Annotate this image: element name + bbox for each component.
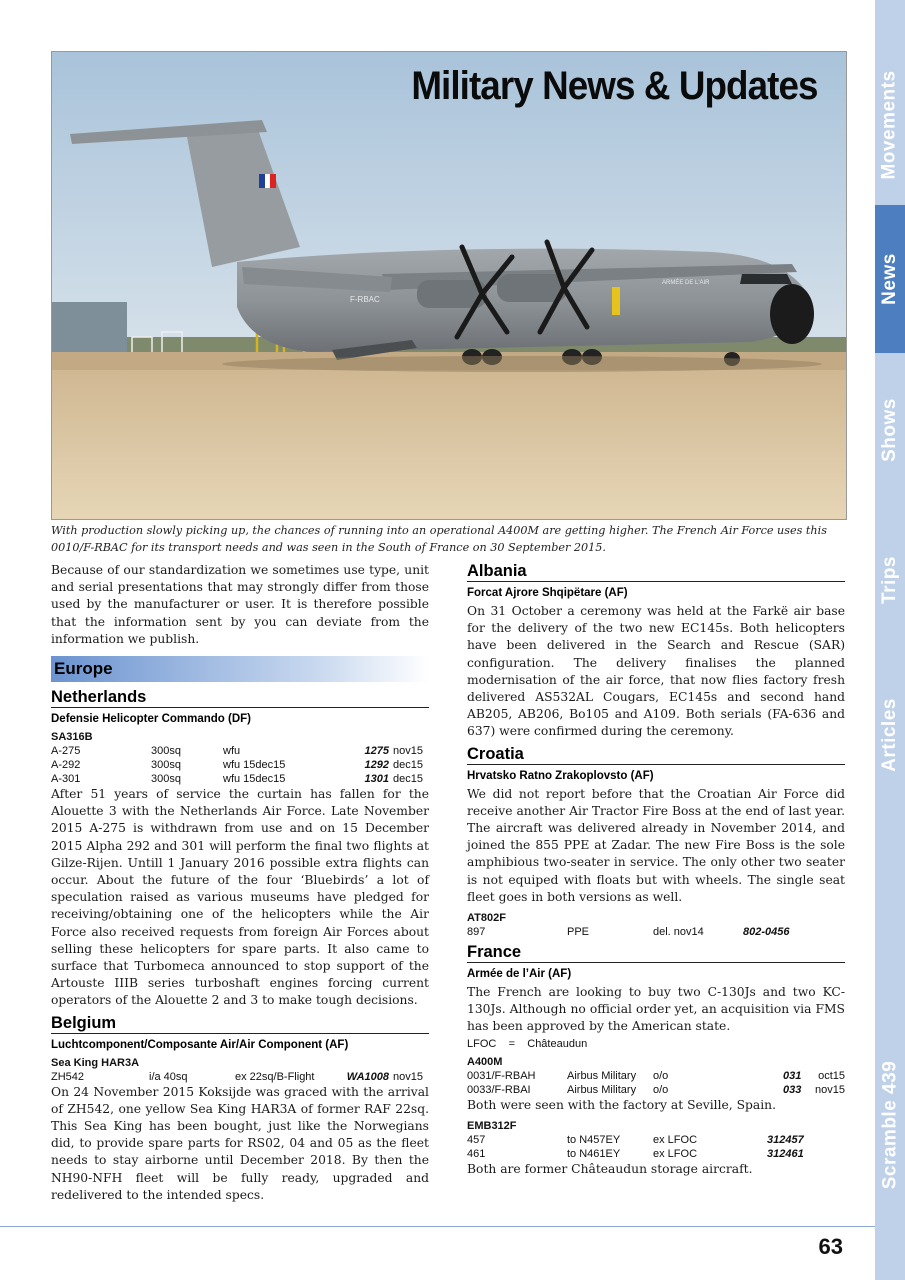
status: ex 22sq/B-Flight — [235, 1070, 315, 1083]
date: dec15 — [393, 759, 423, 772]
status: wfu 15dec15 — [223, 773, 286, 786]
registration-table — [467, 1069, 845, 1097]
page-title: Military News & Updates — [411, 64, 818, 108]
tail-code-label: F-RBAC — [350, 295, 380, 304]
unit-heading: Armée de l’Air (AF) — [467, 968, 572, 981]
status: o/o — [653, 1083, 669, 1096]
airport-code: LFOC — [467, 1037, 497, 1050]
construction-number: 1301 — [364, 773, 389, 786]
construction-number: 312457 — [767, 1133, 804, 1146]
serial: ZH542 — [51, 1070, 85, 1083]
aircraft-type: Sea King HAR3A — [51, 1056, 140, 1069]
status: ex LFOC — [653, 1147, 698, 1160]
construction-number: 1292 — [364, 759, 389, 772]
tab-label: Scramble 439 — [879, 1060, 900, 1190]
construction-number: 312461 — [767, 1147, 804, 1160]
belgium-paragraph: On 24 November 2015 Koksijde was graced with the arrival of ZH542, one yellow Sea King HAR3A of former RAF 22sq. This Sea King has been bought, just like the Norwegians did, to provide spare parts for RS02, 04 and 05 as the fleet needs to stay airborne until December 2018. By then the NH90-NFH fleet will be fully ready, upgraded and redelivered to the intended specs. — [51, 1084, 429, 1202]
right-column — [467, 560, 845, 1178]
date: oct15 — [818, 1069, 845, 1082]
unit: 300sq — [151, 759, 181, 772]
side-tab-bar — [875, 0, 905, 1280]
table-row — [51, 744, 429, 758]
serial: 461 — [467, 1147, 486, 1160]
serial: 897 — [467, 926, 486, 939]
table-row — [467, 1083, 845, 1097]
a400m-note: Both were seen with the factory at Seville, Spain. — [467, 1097, 777, 1112]
serial: 0033/F-RBAI — [467, 1083, 531, 1096]
table-row — [467, 1147, 845, 1161]
albania-paragraph: On 31 October a ceremony was held at the Farkë air base for the delivery of the two new EC145s. Both helicopters have been delivered in the Search and Rescue (SAR) configuration. The delivery finalises the planned modernisation of the air force, that now flies factory fresh delivered AS532AL Cougars, EC145s and second hand AB205, AB206, Bo105 and A109. Both serials (FA-636 and 637) were confirmed during the ceremony. — [467, 604, 845, 739]
serial: 457 — [467, 1133, 486, 1146]
status: del. nov14 — [653, 926, 704, 939]
tab-scramble-issue[interactable] — [875, 1040, 905, 1210]
serial: A-275 — [51, 745, 81, 758]
tab-label: Trips — [879, 556, 900, 604]
registration-table — [51, 744, 429, 786]
unit-heading: Defensie Helicopter Commando (DF) — [51, 713, 251, 726]
serial: A-292 — [51, 759, 81, 772]
emb-note: Both are former Châteaudun storage aircraft. — [467, 1161, 753, 1176]
table-row — [51, 772, 429, 786]
date: dec15 — [393, 773, 423, 786]
table-row — [51, 758, 429, 772]
aircraft-type: A400M — [467, 1055, 503, 1068]
region-heading-label: Europe — [54, 659, 113, 679]
country-heading-belgium: Belgium — [51, 1014, 429, 1034]
table-row — [467, 1069, 845, 1083]
aircraft-type: EMB312F — [467, 1119, 517, 1132]
unit-heading: Forcat Ajrore Shqipëtare (AF) — [467, 587, 628, 599]
unit: Airbus Military — [567, 1069, 637, 1082]
status: ex LFOC — [653, 1133, 698, 1146]
unit: to N461EY — [567, 1147, 621, 1160]
tab-label: News — [879, 253, 901, 305]
table-row — [467, 925, 845, 939]
date: nov15 — [393, 1070, 423, 1083]
serial: 0031/F-RBAH — [467, 1069, 536, 1082]
fuselage-marking: ARMÉE DE L'AIR — [662, 280, 710, 286]
airport-code-legend — [467, 1038, 845, 1050]
unit: Airbus Military — [567, 1083, 637, 1096]
country-heading-croatia: Croatia — [467, 745, 845, 765]
croatia-paragraph: We did not report before that the Croatian Air Force did receive another Air Tractor Fire Boss at the end of last year. The aircraft was delivered already in November 2014, and joined the 855 PPE at Zadar. The new Fire Boss is the sole amphibious two-seater in service. The only other two seater is not equiped with floats but with wheels. The single seat fleet goes in both versions as well. — [467, 786, 845, 904]
left-column — [51, 562, 429, 1204]
tab-news[interactable] — [875, 205, 905, 353]
date — [829, 1133, 845, 1147]
hero-photo — [51, 51, 847, 520]
construction-number: 1275 — [364, 745, 389, 758]
tab-trips[interactable] — [875, 520, 905, 640]
status: wfu — [223, 745, 241, 758]
page-number: 63 — [818, 1234, 843, 1259]
tab-articles[interactable] — [875, 670, 905, 800]
construction-number: 802-0456 — [743, 926, 790, 939]
construction-number: 031 — [783, 1069, 802, 1082]
unit-heading: Luchtcomponent/Composante Air/Air Component (AF) — [51, 1038, 349, 1051]
status: wfu 15dec15 — [223, 759, 286, 772]
country-heading-netherlands: Netherlands — [51, 688, 429, 708]
unit: PPE — [567, 926, 590, 939]
airport-name: Châteaudun — [527, 1037, 588, 1050]
tab-movements[interactable] — [875, 55, 905, 195]
photo-caption: With production slowly picking up, the chances of running into an operational A400M are getting higher. The French Air Force uses this 0010/F-RBAC for its transport needs and was seen in the South of France on 30 September 2015. — [51, 524, 827, 554]
unit-heading: Hrvatsko Ratno Zrakoplovsto (AF) — [467, 769, 654, 782]
registration-table — [467, 925, 845, 939]
status: o/o — [653, 1069, 669, 1082]
tab-label: Shows — [879, 398, 901, 462]
date: nov15 — [815, 1083, 845, 1096]
netherlands-paragraph: After 51 years of service the curtain has fallen for the Alouette 3 with the Netherlands Air Force. Late November 2015 A-275 is withdrawn from use and on 15 December 2015 Alpha 292 and 301 will perform the final two flights at Gilze-Rijen. Untill 1 January 2016 possible extra flights can occur. About the future of the four ‘Bluebirds’ a lot of speculation raised as various museums have pledged for receiving/obtaining one of the helicopters while the Air Force also received requests from foreign Air Forces about selling these helicopters for spare parts. It also came to surface that Turbomeca announced to stop support of the Artouste IIIB series turboshaft engines forcing current operators of the Alouette 2 and 3 to make tough decisions. — [51, 787, 429, 1008]
tab-shows[interactable] — [875, 365, 905, 495]
date — [805, 925, 845, 939]
country-heading-albania: Albania — [467, 562, 845, 582]
region-heading — [51, 656, 429, 682]
registration-table — [51, 1070, 429, 1084]
unit: 300sq — [151, 745, 181, 758]
tab-label: Movements — [879, 70, 900, 180]
intro-paragraph: Because of our standardization we sometimes use type, unit and serial presentations that may strongly differ from those used by the manufacturer or user. It is therefore possible that the information sent by you can deviate from the information we publish. — [51, 563, 429, 646]
country-heading-france: France — [467, 943, 845, 963]
footer-divider — [0, 1226, 875, 1227]
aircraft-type: SA316B — [51, 731, 93, 744]
table-row — [467, 1133, 845, 1147]
a400m-aircraft-photo — [52, 52, 846, 519]
registration-table — [467, 1133, 845, 1161]
equals-sign: = — [508, 1037, 516, 1050]
unit: i/a 40sq — [149, 1070, 188, 1083]
unit: 300sq — [151, 773, 181, 786]
construction-number: WA1008 — [346, 1070, 389, 1083]
aircraft-type: AT802F — [467, 912, 506, 925]
tab-label: Articles — [879, 698, 901, 772]
france-paragraph: The French are looking to buy two C-130Js and two KC-130Js. Although no official order yet, an acquisition via FMS has been approved by the American state. — [467, 985, 845, 1034]
construction-number: 033 — [783, 1083, 802, 1096]
date: nov15 — [393, 745, 423, 758]
unit: to N457EY — [567, 1133, 621, 1146]
date — [829, 1147, 845, 1161]
table-row — [51, 1070, 429, 1084]
serial: A-301 — [51, 773, 81, 786]
